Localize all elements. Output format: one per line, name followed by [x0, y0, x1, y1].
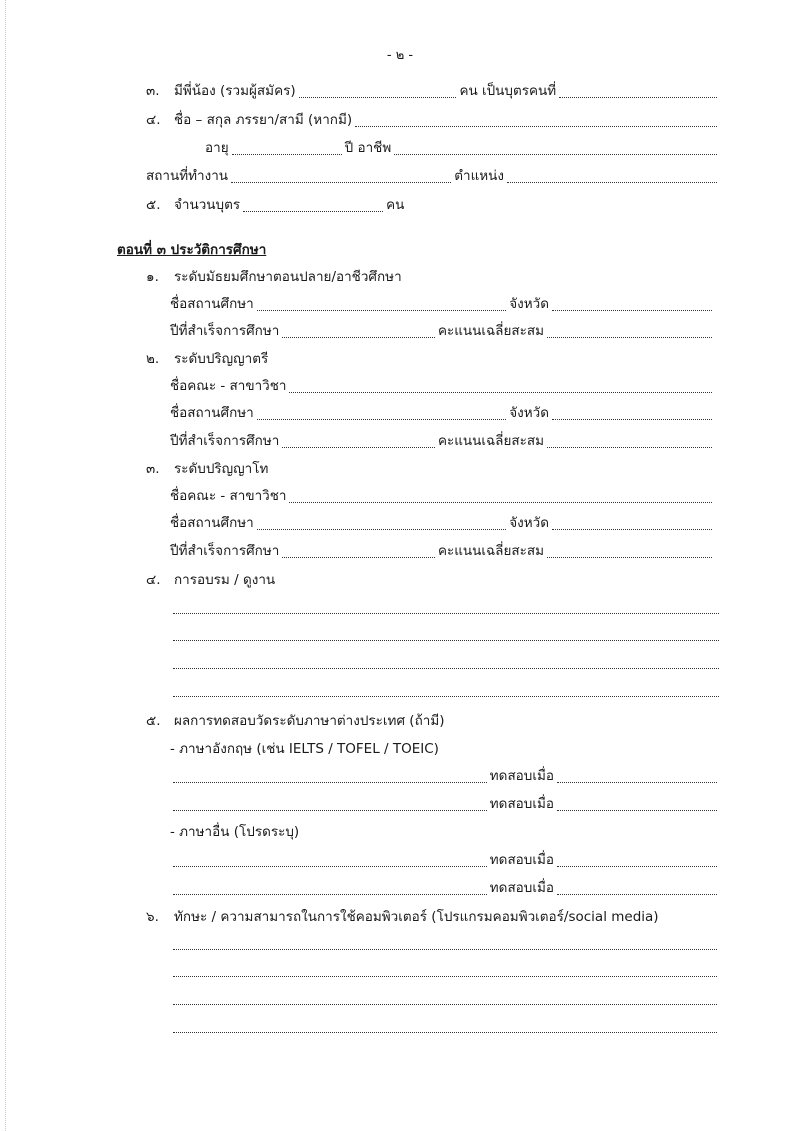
highschool-grad-row: ปีที่สำเร็จการศึกษา คะแนนเฉลี่ยสะสม — [170, 322, 715, 340]
english-label: - ภาษาอังกฤษ (เช่น IELTS / TOFEL / TOEIC) — [170, 741, 439, 757]
english-row: ทดสอบเมื่อ — [170, 767, 720, 785]
spouse-age-row — [205, 139, 720, 157]
other-language-score-field-2[interactable] — [173, 881, 487, 895]
spouse-workplace-field[interactable] — [231, 169, 451, 183]
children-row: ๕. จำนวนบุตร คน — [146, 197, 405, 213]
master-gpa-field[interactable] — [547, 544, 712, 558]
master-year-field[interactable] — [282, 544, 435, 558]
bachelor-school-field[interactable] — [257, 406, 507, 420]
other-language-date-field-2[interactable] — [557, 881, 717, 895]
highschool-heading: ๑. ระดับมัธยมศึกษาตอนปลาย/อาชีวศึกษา — [146, 269, 402, 285]
spouse-name-label: ชื่อ – สกุล ภรรยา/สามี (หากมี) — [174, 112, 353, 128]
computer-skills-field-4[interactable] — [173, 1019, 717, 1033]
english-date-field-1[interactable] — [557, 769, 717, 783]
computer-skills-line — [170, 1019, 720, 1035]
binding-margin-line — [5, 0, 6, 1131]
master-heading: ๓. ระดับปริญญาโท — [146, 461, 269, 477]
master-faculty-field[interactable] — [289, 489, 712, 503]
master-province-field[interactable] — [552, 516, 712, 530]
master-school-row: ชื่อสถานศึกษา จังหวัด — [170, 514, 715, 532]
computer-skills-line — [170, 963, 720, 979]
other-language-label: - ภาษาอื่น (โปรดระบุ) — [170, 824, 300, 840]
birth-order-label: คน เป็นบุตรคนที่ — [459, 83, 557, 99]
highschool-school-row: ชื่อสถานศึกษา จังหวัด — [170, 295, 715, 313]
other-language-score-field-1[interactable] — [173, 853, 487, 867]
english-row: ทดสอบเมื่อ — [170, 795, 720, 813]
computer-skills-line — [170, 991, 720, 1007]
other-language-row: ทดสอบเมื่อ — [170, 851, 720, 869]
bachelor-province-field[interactable] — [552, 406, 712, 420]
spouse-occupation-field[interactable] — [394, 141, 717, 155]
computer-skills-heading: ๖. ทักษะ / ความสามารถในการใช้คอมพิวเตอร์ (โปรแกรมคอมพิวเตอร์/social media) — [146, 909, 659, 925]
bachelor-grad-row: ปีที่สำเร็จการศึกษา คะแนนเฉลี่ยสะสม — [170, 432, 715, 450]
bachelor-school-row: ชื่อสถานศึกษา จังหวัด — [170, 404, 715, 422]
training-field-2[interactable] — [173, 627, 719, 641]
training-line — [170, 600, 722, 616]
children-label: จำนวนบุตร — [174, 197, 241, 213]
training-field-3[interactable] — [173, 655, 719, 669]
computer-skills-line — [170, 936, 720, 952]
bachelor-year-field[interactable] — [282, 434, 435, 448]
master-grad-row: ปีที่สำเร็จการศึกษา คะแนนเฉลี่ยสะสม — [170, 542, 715, 560]
page-number: - ๒ - — [386, 48, 414, 63]
master-school-field[interactable] — [257, 516, 507, 530]
highschool-gpa-field[interactable] — [547, 324, 712, 338]
english-score-field-2[interactable] — [173, 797, 487, 811]
siblings-row: ๓. มีพี่น้อง (รวมผู้สมัคร) คน เป็นบุตรคนที่ — [146, 82, 720, 100]
children-unit: คน — [386, 197, 405, 213]
computer-skills-field-1[interactable] — [173, 936, 717, 950]
training-field-1[interactable] — [173, 600, 719, 614]
spouse-occupation-label: ปี อาชีพ — [344, 140, 392, 156]
bachelor-faculty-field[interactable] — [289, 379, 712, 393]
master-faculty-row: ชื่อคณะ - สาขาวิชา — [170, 487, 715, 505]
training-heading: ๔. การอบรม / ดูงาน — [146, 572, 276, 588]
spouse-age-field[interactable] — [232, 141, 342, 155]
spouse-age-label: อายุ — [205, 140, 229, 156]
language-test-heading: ๕. ผลการทดสอบวัดระดับภาษาต่างประเทศ (ถ้ามี) — [146, 713, 445, 729]
highschool-year-field[interactable] — [282, 324, 435, 338]
highschool-school-field[interactable] — [257, 297, 507, 311]
english-date-field-2[interactable] — [557, 797, 717, 811]
children-count-field[interactable] — [243, 198, 383, 212]
training-line — [170, 627, 722, 643]
other-language-date-field-1[interactable] — [557, 853, 717, 867]
spouse-name-field[interactable] — [355, 113, 717, 127]
siblings-count-field[interactable] — [299, 84, 457, 98]
part3-heading: ตอนที่ ๓ ประวัติการศึกษา — [117, 242, 267, 258]
bachelor-faculty-row: ชื่อคณะ - สาขาวิชา — [170, 377, 715, 395]
spouse-position-label: ตำแหน่ง — [454, 168, 504, 184]
training-line — [170, 655, 722, 671]
bachelor-gpa-field[interactable] — [547, 434, 712, 448]
birth-order-field[interactable] — [559, 84, 717, 98]
training-field-4[interactable] — [173, 683, 719, 697]
spouse-work-row — [146, 167, 720, 185]
siblings-label: มีพี่น้อง (รวมผู้สมัคร) — [174, 83, 296, 99]
spouse-position-field[interactable] — [507, 169, 717, 183]
computer-skills-field-3[interactable] — [173, 991, 717, 1005]
spouse-workplace-label: สถานที่ทำงาน — [146, 168, 229, 184]
training-line — [170, 683, 722, 699]
english-score-field-1[interactable] — [173, 769, 487, 783]
other-language-row: ทดสอบเมื่อ — [170, 879, 720, 897]
bachelor-heading: ๒. ระดับปริญญาตรี — [146, 351, 269, 367]
computer-skills-field-2[interactable] — [173, 963, 717, 977]
spouse-name-row: ๔. ชื่อ – สกุล ภรรยา/สามี (หากมี) — [146, 111, 720, 129]
highschool-province-field[interactable] — [552, 297, 712, 311]
